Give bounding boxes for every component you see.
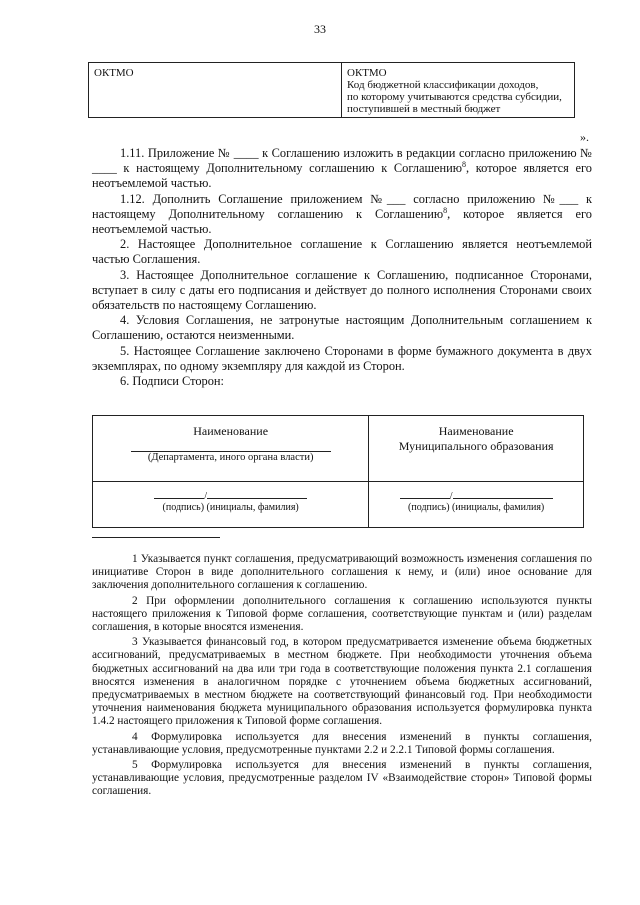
oktmo-left-cell: ОКТМО xyxy=(89,63,342,118)
page-number: 33 xyxy=(314,22,326,36)
footnote-2: 2 При оформлении дополнительного соглашения к соглашению используются пункты настоящего приложения к Типовой форме соглашения, соответствующие пунктам и (или) разделам соглашения, в которые вносятся изменения. xyxy=(92,594,592,634)
signatures-table xyxy=(92,415,584,528)
paragraph-1-11: 1.11. Приложение № ____ к Соглашению изложить в редакции согласно приложению № ____ к настоящему Дополнительному соглашению к Соглашению$^8$, которое является его неотъемлемой частью. xyxy=(92,146,592,191)
oktmo-right-line: по которому учитываются средства субсидии, xyxy=(347,91,562,103)
paragraph-4: 4. Условия Соглашения, не затронутые настоящим Дополнительным соглашением к Соглашению, остаются неизменными. xyxy=(92,313,592,343)
right-party-cell xyxy=(369,416,584,482)
left-sign-line: / xyxy=(94,488,367,502)
paragraph-1-12: 1.12. Дополнить Соглашение приложением №___ согласно приложению №___ к настоящему Дополнительному соглашению к Соглашению$^8$, которое является его неотъемлемой частью. xyxy=(92,191,592,237)
right-sign-line: / xyxy=(370,488,582,502)
footnotes xyxy=(92,553,592,801)
footnote-1: 1 Указывается пункт соглашения, предусматривающий возможность изменения соглашения по инициативе Сторон в виде дополнительного соглашения к нему, и (или) иное основание для заключения дополнительного соглашения к соглашению. xyxy=(92,553,592,592)
oktmo-table xyxy=(88,62,575,118)
footnote-ref: 8 xyxy=(462,160,467,170)
agreement-body xyxy=(92,146,592,389)
oktmo-right-title: ОКТМО xyxy=(347,67,387,79)
left-sign-caption: (подпись) (инициалы, фамилия) xyxy=(162,502,299,513)
footnote-ref: 8 xyxy=(443,205,448,215)
paragraph-3: 3. Настоящее Дополнительное соглашение к Соглашению, подписанное Сторонами, вступает в силу с даты его подписания и действует до полного исполнения Сторонами своих обязательств по настоящему Соглашению. xyxy=(92,267,592,313)
right-party-heading: Наименование xyxy=(438,424,514,438)
left-sign-cell xyxy=(93,482,369,528)
footnote-separator xyxy=(92,537,220,538)
right-party-subtitle: Муниципального образования xyxy=(398,439,554,453)
footnote-3: 3 Указывается финансовый год, в котором предусматривается изменение объема бюджетных ассигнований, предусматриваемых в местном бюджете. При необходимости уточнения объема бюджетных ассигнований на два или три года в соответствующие положения пункта 2.1 соглашения вносятся изменения в аналогичном порядке с уточнением объема бюджетных ассигнований, предусматриваемых в местном бюджете на соответствующий финансовый год. При необходимости уточнения наименования бюджета муниципального образования используется формулировка пункта 1.4.2 настоящего приложения к Типовой форме соглашения. xyxy=(92,636,592,728)
right-sign-caption: (подпись) (инициалы, фамилия) xyxy=(408,502,545,513)
footnote-4: 4 Формулировка используется для внесения изменений в пункты соглашения, устанавливающие условия, предусмотренные пунктами 2.2 и 2.2.1 Типовой формы соглашения. xyxy=(92,730,592,756)
left-party-underline xyxy=(131,443,331,452)
right-sign-cell xyxy=(369,482,584,528)
oktmo-right-line: поступившей в местный бюджет xyxy=(347,103,501,115)
paragraph-5: 5. Настоящее Соглашение заключено Сторонами в форме бумажного документа в двух экземплярах, по одному экземпляру для каждой из Сторон. xyxy=(92,343,592,373)
left-party-cell xyxy=(93,416,369,482)
paragraph-2: 2. Настоящее Дополнительное соглашение к Соглашению является неотъемлемой частью Соглашения. xyxy=(92,237,592,267)
left-party-subtitle: (Департамента, иного органа власти) xyxy=(147,452,314,463)
left-party-heading: Наименование xyxy=(193,424,269,438)
oktmo-right-cell xyxy=(342,63,575,118)
oktmo-right-line: Код бюджетной классификации доходов, xyxy=(347,79,539,91)
paragraph-6: 6. Подписи Сторон: xyxy=(120,374,224,389)
closing-quote: ». xyxy=(580,130,589,144)
footnote-5: 5 Формулировка используется для внесения изменений в пункты соглашения, устанавливающие условия, предусмотренные разделом IV «Взаимодействие сторон» Типовой формы соглашения. xyxy=(92,759,592,798)
